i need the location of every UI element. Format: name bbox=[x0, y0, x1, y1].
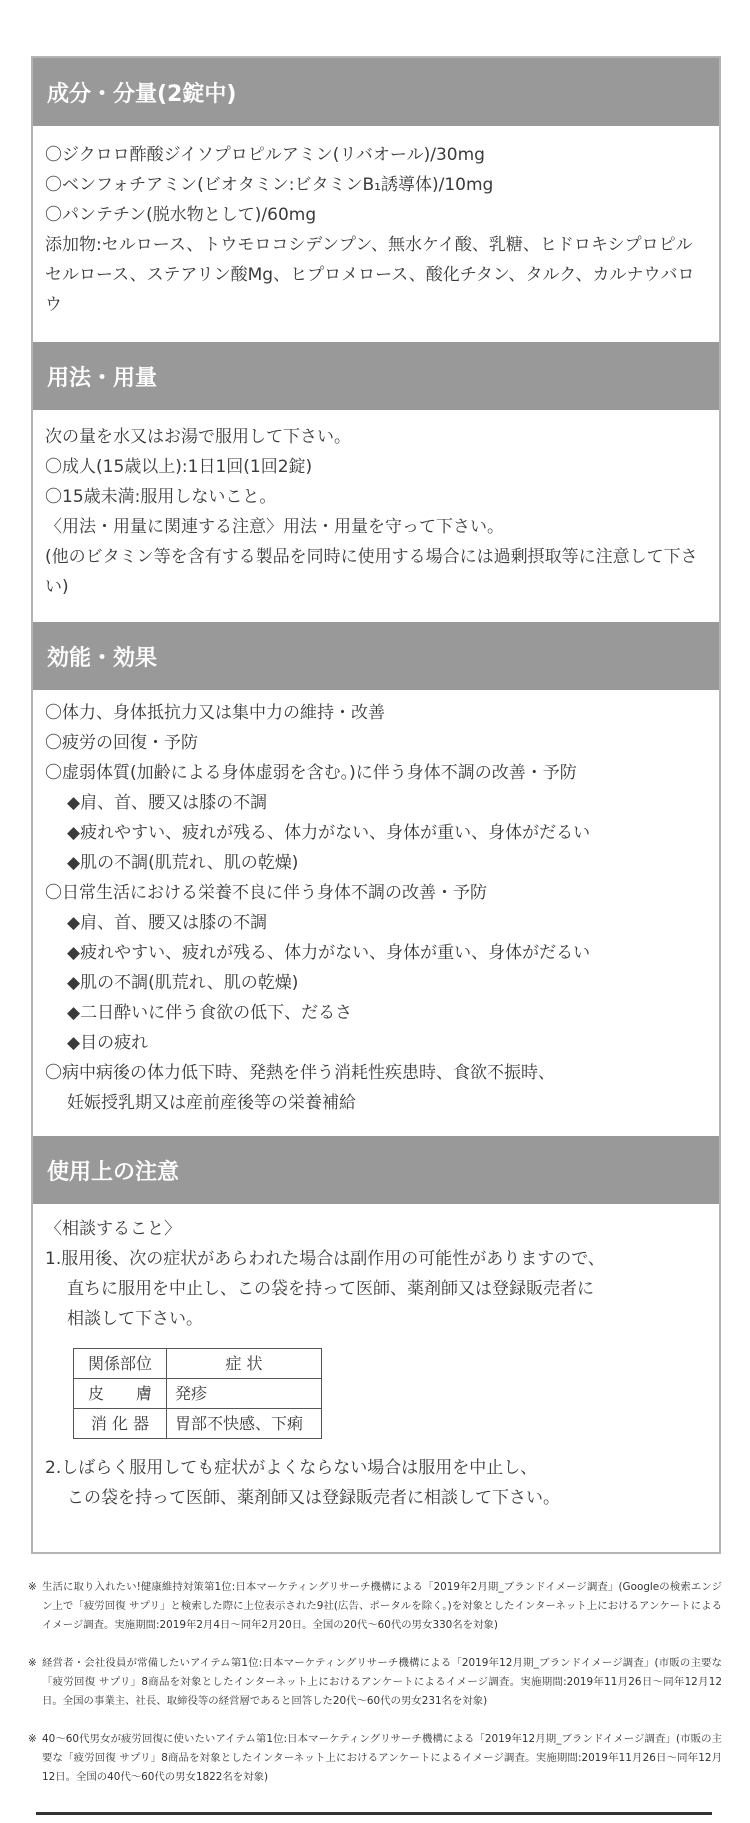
footnote-text: 生活に取り入れたい!健康維持対策第1位:日本マーケティングリサーチ機構による「2019年2月期_ブランドイメージ調査」(Googleの検索エンジン上で「疲労回復 サプリ」と検索した際に上位表示された9社(広告、ポータルを除く。)を対象としたインターネット上におけるアンケートによるイメージ調査。実施期間:2019年2月4日〜同年2月20日。全国の20代〜60代の男女330名を対象) bbox=[42, 1581, 722, 1631]
additives-text: 添加物:セルロース、トウモロコシデンプン、無水ケイ酸、乳糖、ヒドロキシプロピルセルロース、ステアリン酸Mg、ヒプロメロース、酸化チタン、タルク、カルナウバロウ bbox=[45, 235, 695, 315]
bottom-divider bbox=[36, 1812, 712, 1815]
efficacy-subline: ◆二日酔いに伴う食欲の低下、だるさ bbox=[67, 1003, 353, 1023]
section-header-precautions bbox=[33, 1136, 719, 1204]
section-body-efficacy bbox=[33, 690, 719, 1136]
footnote-text: 40〜60代男女が疲労回復に使いたいアイテム第1位:日本マーケティングリサーチ機構による「2019年12月期_ブランドイメージ調査」(市販の主要な「疲労回復 サプリ」8商品を対象としたインターネット上におけるアンケートによるイメージ調査。実施期間:2019年11月26日〜同年12月12日。全国の40代〜60代の男女1822名を対象) bbox=[42, 1733, 722, 1783]
efficacy-subline: ◆肌の不調(肌荒れ、肌の乾燥) bbox=[67, 853, 299, 873]
dosage-line: 〇15歳未満:服用しないこと。 bbox=[45, 487, 277, 507]
table-row bbox=[74, 1379, 322, 1409]
efficacy-line: 〇虚弱体質(加齢による身体虚弱を含む。)に伴う身体不調の改善・予防 bbox=[45, 763, 577, 783]
footnote-mark: ※ bbox=[28, 1581, 37, 1593]
table-row bbox=[74, 1409, 322, 1439]
footnote bbox=[28, 1578, 722, 1635]
ingredient-line: 〇パンテチン(脱水物として)/60mg bbox=[45, 205, 317, 225]
efficacy-line: 〇体力、身体抵抗力又は集中力の維持・改善 bbox=[45, 703, 385, 723]
footnote-mark: ※ bbox=[28, 1657, 37, 1669]
table-header-cell: 関係部位 bbox=[74, 1349, 167, 1379]
consult-label: 〈相談すること〉 bbox=[45, 1219, 181, 1239]
table-cell: 皮 膚 bbox=[74, 1379, 167, 1409]
precaution-item-2-cont: この袋を持って医師、薬剤師又は登録販売者に相談して下さい。 bbox=[67, 1488, 560, 1508]
section-header-ingredients bbox=[33, 58, 719, 126]
precaution-item-2: 2.しばらく服用しても症状がよくならない場合は服用を中止し、 bbox=[45, 1458, 538, 1478]
ingredient-line: 〇ジクロロ酢酸ジイソプロピルアミン(リバオール)/30mg bbox=[45, 145, 485, 165]
dosage-line: 〈用法・用量に関連する注意〉用法・用量を守って下さい。 bbox=[45, 517, 504, 537]
section-header-dosage bbox=[33, 342, 719, 410]
table-cell: 胃部不快感、下痢 bbox=[167, 1409, 322, 1439]
footnote bbox=[28, 1730, 722, 1787]
efficacy-subline: ◆目の疲れ bbox=[67, 1033, 149, 1053]
precaution-item-1-cont: 相談して下さい。 bbox=[67, 1309, 203, 1329]
efficacy-subline: ◆肌の不調(肌荒れ、肌の乾燥) bbox=[67, 973, 299, 993]
precaution-item-1-cont: 直ちに服用を中止し、この袋を持って医師、薬剤師又は登録販売者に bbox=[67, 1279, 594, 1299]
dosage-note: (他のビタミン等を含有する製品を同時に使用する場合には過剰摂取等に注意して下さい) bbox=[45, 547, 698, 597]
section-body-ingredients bbox=[33, 126, 719, 342]
footnote-text: 経営者・会社役員が常備したいアイテム第1位:日本マーケティングリサーチ機構による「2019年12月期_ブランドイメージ調査」(市販の主要な「疲労回復 サプリ」8商品を対象としたインターネット上におけるアンケートによるイメージ調査。実施期間:2019年11月26日〜同年12月12日。全国の事業主、社長、取締役等の経営層であると回答した20代〜60代の男女231名を対象) bbox=[42, 1657, 722, 1707]
section-title: 効能・効果 bbox=[47, 645, 158, 671]
side-effects-table bbox=[73, 1348, 322, 1439]
efficacy-line: 〇病中病後の体力低下時、発熱を伴う消耗性疾患時、食欲不振時、 bbox=[45, 1063, 555, 1083]
efficacy-line: 〇日常生活における栄養不良に伴う身体不調の改善・予防 bbox=[45, 883, 487, 903]
efficacy-subline: ◆肩、首、腰又は膝の不調 bbox=[67, 793, 268, 813]
efficacy-line-continued: 妊娠授乳期又は産前産後等の栄養補給 bbox=[67, 1093, 356, 1113]
table-cell: 発疹 bbox=[167, 1379, 322, 1409]
table-header-row bbox=[74, 1349, 322, 1379]
efficacy-subline: ◆疲れやすい、疲れが残る、体力がない、身体が重い、身体がだるい bbox=[67, 943, 591, 963]
section-body-precautions bbox=[33, 1204, 719, 1533]
ingredient-line: 〇ベンフォチアミン(ビオタミン:ビタミンB₁誘導体)/10mg bbox=[45, 175, 494, 195]
product-info-box bbox=[31, 56, 721, 1554]
table-cell: 消 化 器 bbox=[74, 1409, 167, 1439]
efficacy-subline: ◆疲れやすい、疲れが残る、体力がない、身体が重い、身体がだるい bbox=[67, 823, 591, 843]
section-header-efficacy bbox=[33, 622, 719, 690]
section-body-dosage bbox=[33, 410, 719, 622]
table-header-cell: 症 状 bbox=[167, 1349, 322, 1379]
dosage-line: 次の量を水又はお湯で服用して下さい。 bbox=[45, 427, 351, 447]
section-title: 成分・分量(2錠中) bbox=[47, 81, 237, 107]
section-title: 使用上の注意 bbox=[47, 1159, 180, 1185]
efficacy-subline: ◆肩、首、腰又は膝の不調 bbox=[67, 913, 268, 933]
dosage-line: 〇成人(15歳以上):1日1回(1回2錠) bbox=[45, 457, 313, 477]
section-title: 用法・用量 bbox=[47, 365, 158, 391]
precaution-item-1: 1.服用後、次の症状があらわれた場合は副作用の可能性がありますので、 bbox=[45, 1249, 605, 1269]
footnote bbox=[28, 1654, 722, 1711]
footnote-mark: ※ bbox=[28, 1733, 37, 1745]
efficacy-line: 〇疲労の回復・予防 bbox=[45, 733, 198, 753]
